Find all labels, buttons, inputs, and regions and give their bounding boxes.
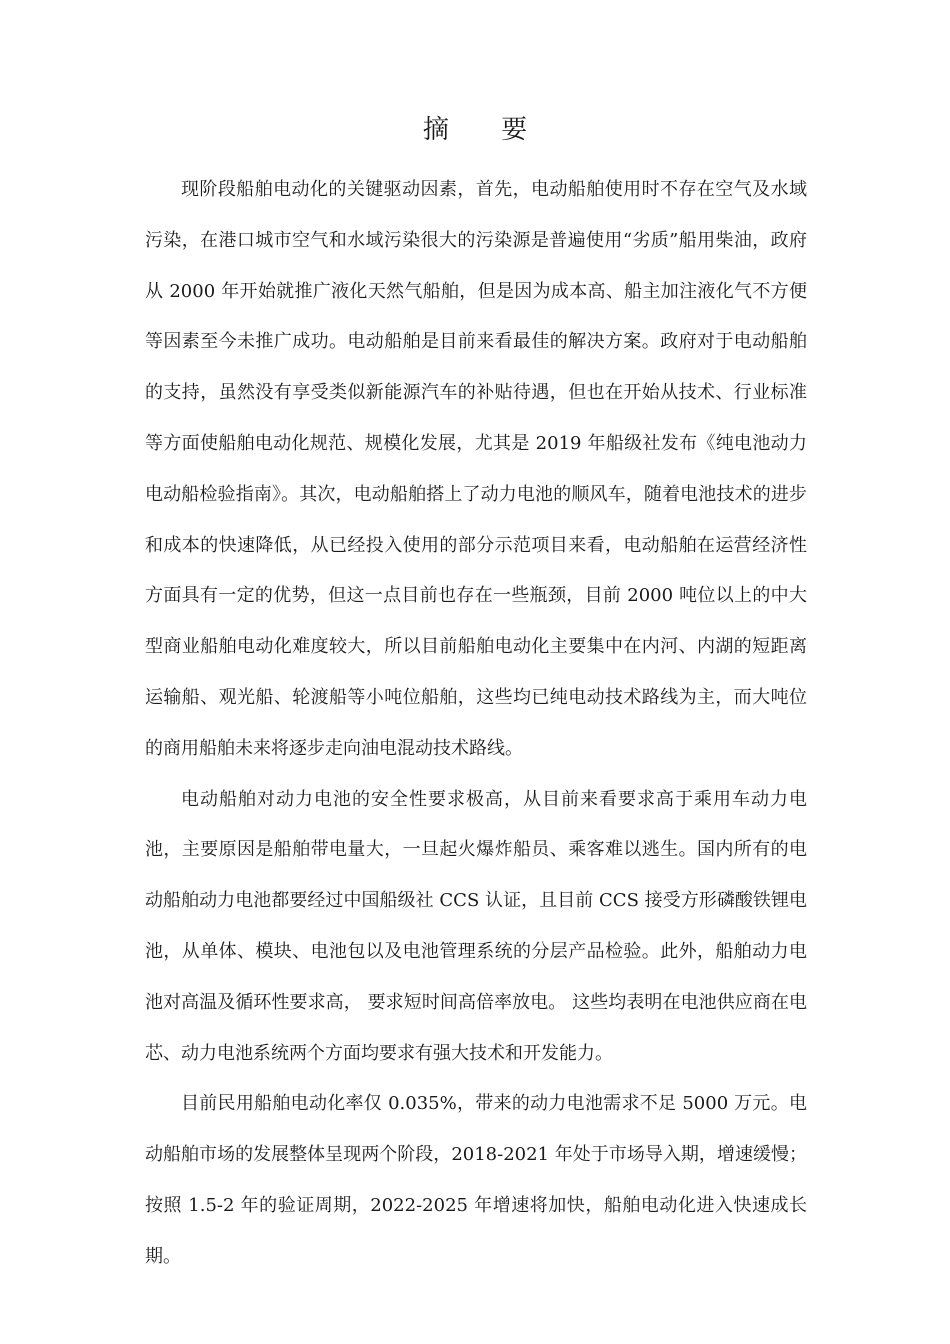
- paragraph-1: 现阶段船舶电动化的关键驱动因素，首先，电动船舶使用时不存在空气及水域污染，在港口城市空气和水域污染很大的污染源是普遍使用“劣质”船用柴油，政府从 2000 年开始就推广液化天然气船舶，但是因为成本高、船主加注液化气不方便等因素至今未推广成功。电动船舶是目前来看最佳的解决方案。政府对于电动船舶的支持，虽然没有享受类似新能源汽车的补贴待遇，但也在开始从技术、行业标准等方面使船舶电动化规范、规模化发展，尤其是 2019 年船级社发布《纯电池动力电动船检验指南》。其次，电动船舶搭上了动力电池的顺风车，随着电池技术的进步和成本的快速降低，从已经投入使用的部分示范项目来看，电动船舶在运营经济性方面具有一定的优势，但这一点目前也存在一些瓶颈，目前 2000 吨位以上的中大型商业船舶电动化难度较大，所以目前船舶电动化主要集中在内河、内湖的短距离运输船、观光船、轮渡船等小吨位船舶，这些均已纯电动技术路线为主，而大吨位的商用船舶未来将逐步走向油电混动技术路线。: [145, 179, 807, 759]
- paragraph-3: 目前民用船舶电动化率仅 0.035%，带来的动力电池需求不足 5000 万元。电动船舶市场的发展整体呈现两个阶段，2018-2021 年处于市场导入期，增速缓慢；按照 1.5-2 年的验证周期，2022-2025 年增速将加快，船舶电动化进入快速成长期。: [145, 1093, 807, 1267]
- abstract-body: [145, 165, 807, 1283]
- paragraph-2: 电动船舶对动力电池的安全性要求极高，从目前来看要求高于乘用车动力电池，主要原因是船舶带电量大，一旦起火爆炸船员、乘客难以逃生。国内所有的电动船舶动力电池都要经过中国船级社 CCS 认证，且目前 CCS 接受方形磷酸铁锂电池，从单体、模块、电池包以及电池管理系统的分层产品检验。此外，船舶动力电池对高温及循环性要求高， 要求短时间高倍率放电。 这些均表明在电池供应商在电芯、动力电池系统两个方面均要求有强大技术和开发能力。: [145, 788, 807, 1064]
- page-title: 摘 要: [422, 115, 550, 145]
